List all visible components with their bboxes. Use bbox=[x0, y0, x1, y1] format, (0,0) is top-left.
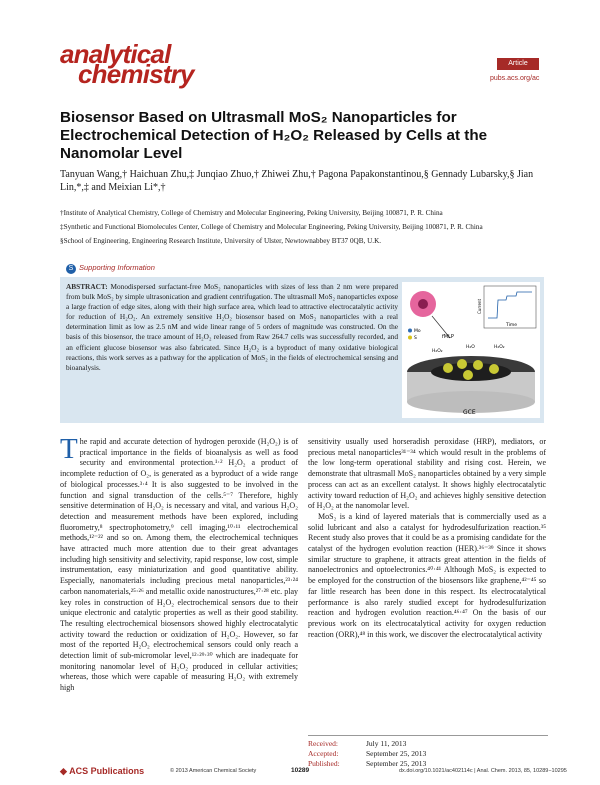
supporting-info-label: Supporting Information bbox=[79, 263, 155, 272]
journal-logo bbox=[60, 39, 194, 90]
accepted-label: Accepted: bbox=[308, 749, 339, 758]
h2o2-right-label: H₂O₂ bbox=[494, 345, 505, 350]
article-type-badge: Article bbox=[497, 58, 539, 70]
body-column-left bbox=[60, 433, 298, 694]
journal-website-link[interactable]: pubs.acs.org/ac bbox=[490, 75, 540, 82]
mos2-particle bbox=[463, 370, 473, 380]
logo-line-2: chemistry bbox=[78, 59, 194, 90]
doi-citation[interactable]: dx.doi.org/10.1021/ac402114c | Anal. Chem. 2013, 85, 10289−10295 bbox=[399, 768, 567, 774]
affiliation-2: ‡Synthetic and Functional Biomolecules Center, College of Chemistry and Molecular Engineering, Peking University, Beijing 100871, P. R. China bbox=[60, 223, 483, 231]
intro-paragraph-2: sensitivity usually used horseradish peroxidase (HRP), mediators, or precious metal nanoparticles³¹⁻³⁴ which would result in the problems of the low long-term operational stability and rising cost. Herein, we demonstrate that ultrasmall MoS₂ nanoparticles obtained by a very simple process can act as an excellent catalyst. It shows highly electrocatalytic activity toward reduction of H₂O₂ and achieves highly sensitive detection of H₂O₂ at the nanomolar level. bbox=[308, 437, 546, 511]
affiliation-3: §School of Engineering, Engineering Research Institute, University of Ulster, Newtownabbey BT37 0QB, U.K. bbox=[60, 237, 382, 245]
received-label: Received: bbox=[308, 739, 338, 748]
author-list: Tanyuan Wang,† Haichuan Zhu,‡ Junqiao Zhuo,† Zhiwei Zhu,† Pagona Papakonstantinou,§ Gennady Lubarsky,§ Jian Lin,*,‡ and Meixian Li*,† bbox=[60, 169, 534, 193]
h2o-label: H₂O bbox=[466, 345, 475, 350]
received-date: July 11, 2013 bbox=[366, 739, 407, 748]
legend-s-label: S bbox=[414, 336, 417, 341]
body-column-right bbox=[308, 437, 546, 640]
mos2-particle bbox=[443, 363, 453, 373]
intro-paragraph-3: MoS₂ is a kind of layered materials that is commercially used as a solid lubricant and also a catalyst for hydrodesulfurization reaction.³⁵ Recent study also proves that it could be as a promising candidate for the catalyst of the hydrogen evolution reaction (HER).³⁶⁻³⁹ Since it shows similar structure to graphene, it attracts great attention in the fields of nanoelectronics and optoelectronics.⁴⁰·⁴¹ Although MoS₂ is expected to be employed for the construction of the biosensors like graphene,⁴²⁻⁴⁵ so far little research has been done in this respect. Its electrocatalytical performance is also rarely studied except for hydrodesulfurization reaction and hydrogen evolution reaction.⁴⁶·⁴⁷ On the basis of our previous work on its electrocatalytical activity for oxygen reduction reaction (ORR),⁴⁸ in this work, we discover the electrocatalytical activity bbox=[308, 511, 546, 639]
copyright-notice: © 2013 American Chemical Society bbox=[170, 768, 257, 774]
abstract-label: ABSTRACT: bbox=[66, 282, 108, 291]
intro-paragraph-1 bbox=[60, 433, 298, 694]
published-date: September 25, 2013 bbox=[366, 759, 427, 768]
acs-publications-logo bbox=[60, 766, 144, 777]
legend-mo-dot bbox=[408, 329, 412, 333]
affiliations bbox=[60, 208, 545, 250]
fmlp-label: fMLP bbox=[442, 334, 454, 340]
mos2-particle bbox=[457, 359, 467, 369]
published-label: Published: bbox=[308, 759, 340, 768]
abstract-text bbox=[66, 282, 398, 373]
supporting-information-link[interactable] bbox=[66, 263, 155, 274]
inset-time-label: Time bbox=[506, 323, 518, 328]
gce-label: GCE bbox=[463, 409, 476, 416]
logo-line-1: analytical bbox=[60, 39, 171, 69]
legend-mo-label: Mo bbox=[414, 329, 421, 334]
acs-logo-icon: ◆ bbox=[60, 766, 70, 776]
page-number: 10289 bbox=[291, 767, 310, 774]
toc-illustration bbox=[402, 282, 540, 418]
publication-dates bbox=[308, 735, 548, 769]
legend-s-dot bbox=[408, 336, 412, 340]
h2o2-left-label: H₂O₂ bbox=[432, 349, 443, 354]
toc-graphic bbox=[402, 282, 540, 418]
supporting-info-icon: S bbox=[66, 264, 76, 274]
abstract-body: Monodispersed surfactant-free MoS₂ nanoparticles with sizes of less than 2 nm were prepared from bulk MoS₂ by simple ultrasonication and gradient centrifugation. The ultrasmall MoS₂ nanoparticles expose a large fraction of edge sites, along with their high surface area, which lead to attractive electrocatalytic activity for reduction of H₂O₂. An extremely sensitive H₂O₂ biosensor based on MoS₂ nanoparticles with a real determination limit as low as 2.5 nM and wide linear range of 5 orders of magnitude was constructed. On the basis of this biosensor, the trace amount of H₂O₂ released from Raw 264.7 cells was successfully recorded, and an efficient glucose biosensor was also fabricated. Since H₂O₂ is a byproduct of many oxidative biological reactions, this work serves as a pathway for the application of MoS₂ in the fields of electrochemical sensing and bioanalysis. bbox=[66, 282, 398, 372]
publisher-name: ACS Publications bbox=[69, 766, 145, 776]
mos2-particle bbox=[473, 360, 483, 370]
intro-paragraph-1-text: he rapid and accurate detection of hydrogen peroxide (H₂O₂) is of practical importance in the fields of bioanalysis as well as food security and environmental protection.¹·² H₂O₂ a product of incomplete reduction of O₂, is generated as a byproduct of a wide range of biological processes.³·⁴ It is also suggested to be involved in the function and signal transduction of the cells.⁵⁻⁷ Therefore, highly sensitive determination of H₂O₂ is necessary and vital, and various H₂O₂ detection and measurement methods have been explored, including fluorometry,⁸ spectrophotometry,⁹ cell imaging,¹⁰·¹¹ electrochemical methods,¹²⁻²² and so on. Among them, the electrochemical techniques have attracted much more attention due to their great advantages including high sensitivity and selectivity, rapid response, low cost, simple instrumentation, easy miniaturization and good quantitative ability. Especially, nanomaterials including precious metal nanoparticles,²³·²⁴ carbon nanomaterials,²⁵·²⁶ and metallic oxide nanostructures,²⁷·²⁸ etc. play key roles in construction of H₂O₂ electrochemical sensors due to their unique electronic and catalytic properties as well as their good stability. The resulting electrochemical biosensors showed highly electrocatalytic activity toward the reduction or oxidization of H₂O₂. However, so far most of the reported H₂O₂ electrochemical sensors could only reach a detection limit of sub-micromolar level,¹²·²⁹·³⁰ which are inadequate for monitoring nanomolar level of H₂O₂ produced in cellular activities; whereas, those which were capable of measuring H₂O₂ with extremely high bbox=[60, 437, 298, 693]
cell-nucleus bbox=[418, 299, 428, 309]
inset-current-label: Current bbox=[477, 298, 482, 314]
accepted-date: September 25, 2013 bbox=[366, 749, 427, 758]
drop-cap: T bbox=[60, 433, 78, 465]
mos2-particle bbox=[489, 364, 499, 374]
paper-title: Biosensor Based on Ultrasmall MoS₂ Nanoparticles for Electrochemical Detection of H₂O₂ Released by Cells at the Nanomolar Level bbox=[60, 109, 488, 162]
affiliation-1: †Institute of Analytical Chemistry, College of Chemistry and Molecular Engineering, Peking University, Beijing 100871, P. R. China bbox=[60, 209, 443, 217]
